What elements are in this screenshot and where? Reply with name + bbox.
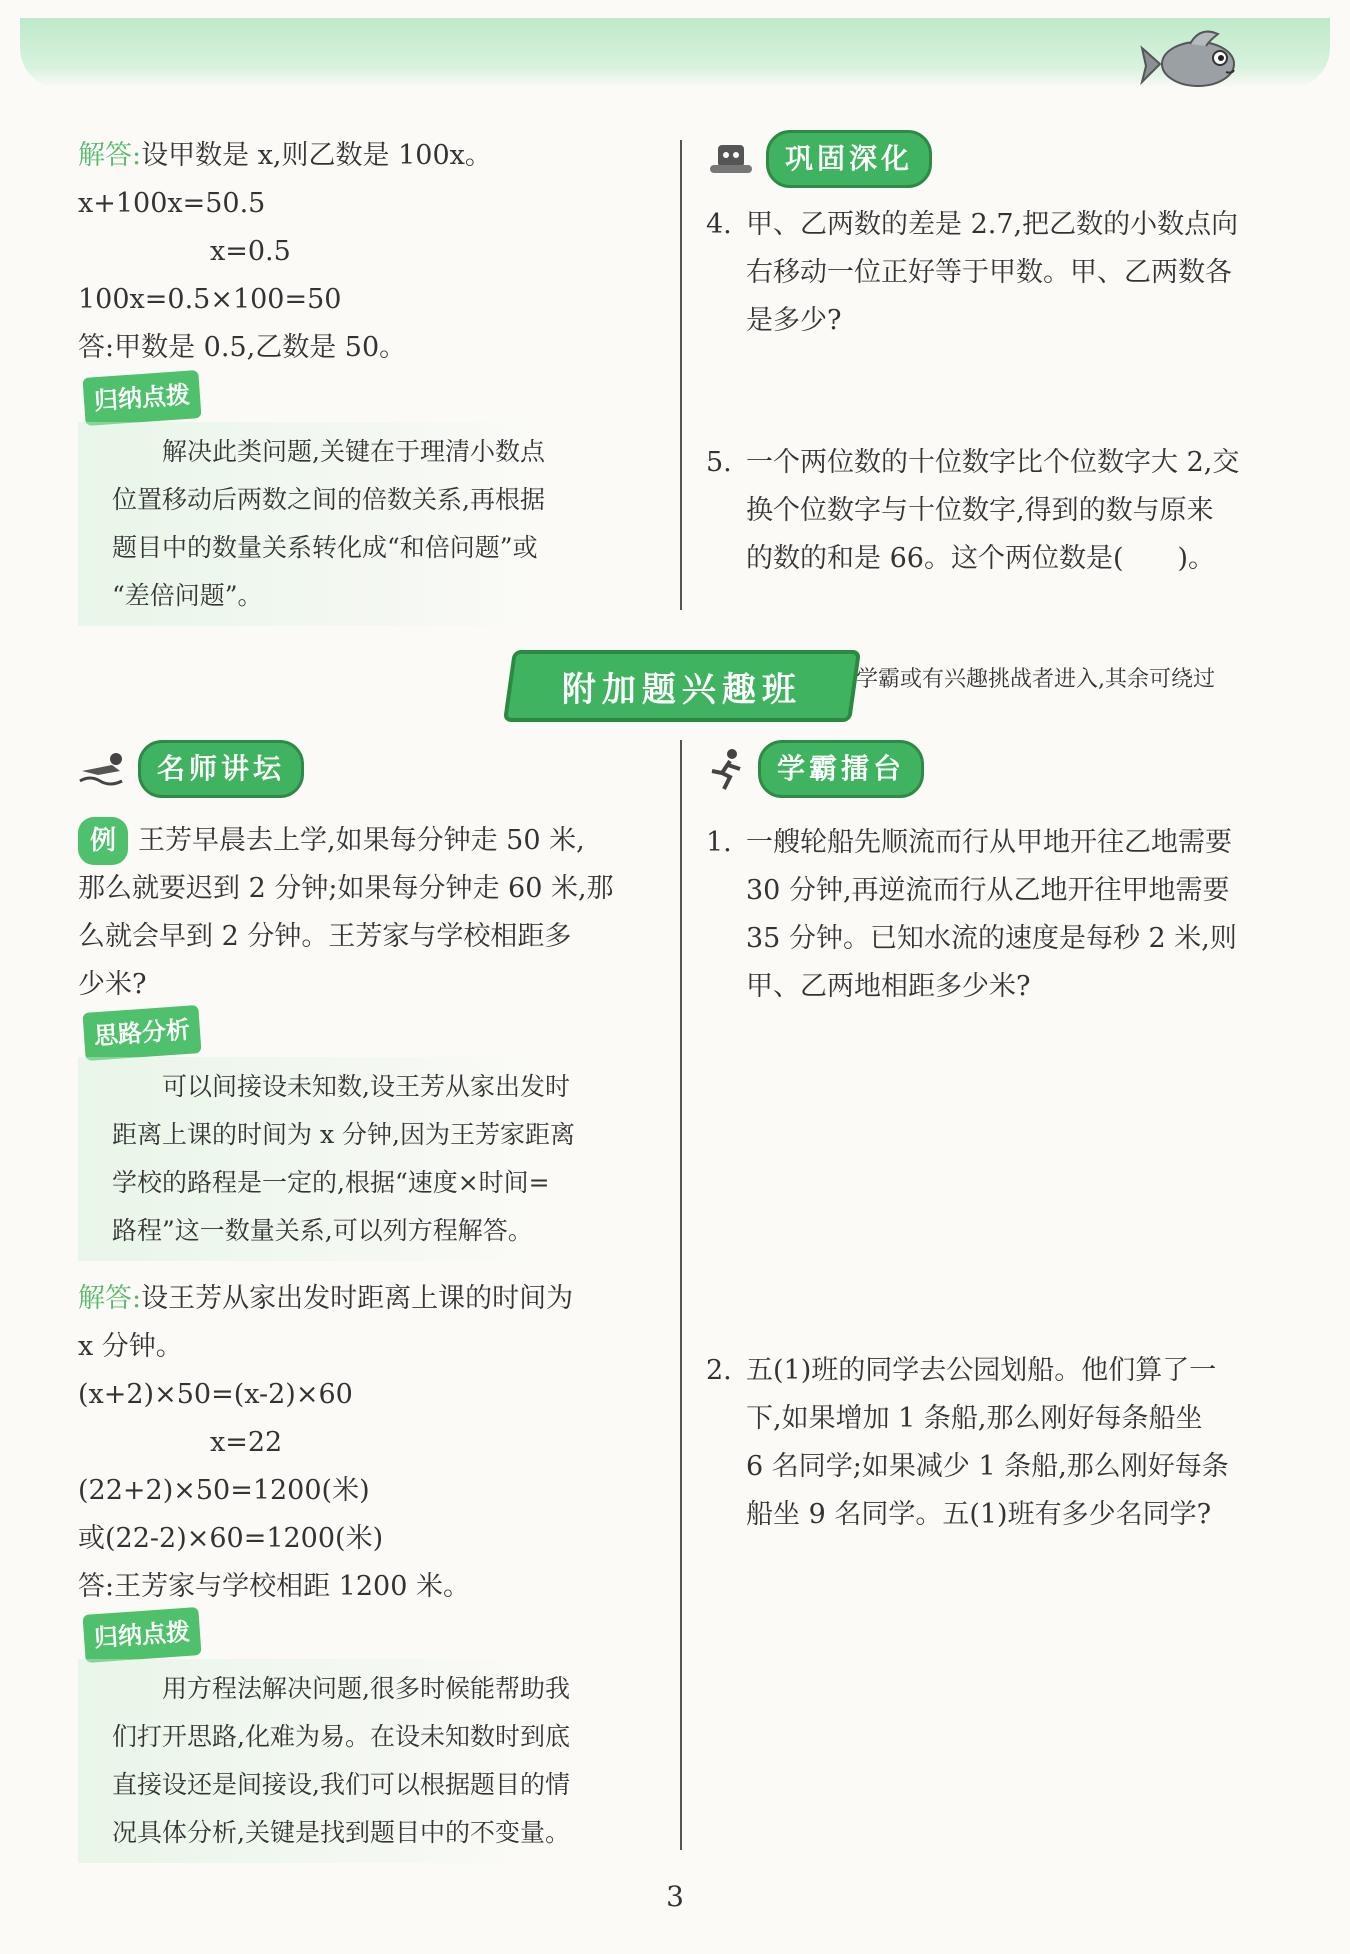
robot-icon [706, 139, 758, 179]
tip-line: 况具体分析,关键是找到题目中的不变量。 [112, 1818, 570, 1847]
answer-line: 解答:设甲数是 x,则乙数是 100x。 [78, 140, 492, 171]
analysis-box [78, 1057, 658, 1261]
example-line: 那么就要迟到 2 分钟;如果每分钟走 60 米,那 [78, 873, 614, 904]
bonus-section-banner [503, 650, 861, 722]
question-line: 换个位数字与十位数字,得到的数与原来 [746, 495, 1214, 526]
equation-line: 100x=0.5×100=50 [78, 284, 342, 315]
column-divider [680, 740, 682, 1850]
fish-icon [1140, 20, 1250, 110]
left-top-solution [78, 132, 658, 626]
tip-heading [78, 1611, 658, 1659]
left-bottom-example [78, 746, 658, 1863]
question-number: 1. [706, 827, 732, 858]
analysis-line: 距离上课的时间为 x 分钟,因为王芳家距离 [112, 1120, 575, 1149]
solution-line: 或(22-2)×60=1200(米) [78, 1523, 384, 1554]
question-line: 右移动一位正好等于甲数。甲、乙两数各 [746, 257, 1232, 288]
analysis-line: 可以间接设未知数,设王芳从家出发时 [162, 1072, 570, 1101]
swimmer-icon [78, 749, 130, 789]
question-line: 甲、乙两地相距多少米? [746, 971, 1031, 1002]
question-number: 2. [706, 1355, 732, 1386]
question-line: 船坐 9 名同学。五(1)班有多少名同学? [746, 1499, 1212, 1530]
right-bottom-challenges [706, 746, 1306, 1539]
tip-label: 归纳点拨 [82, 1607, 201, 1663]
tip-heading [78, 374, 658, 422]
analysis-heading [78, 1009, 658, 1057]
question-number: 4. [706, 209, 732, 240]
analysis-line: 学校的路程是一定的,根据“速度×时间= [112, 1168, 550, 1197]
section-heading [706, 746, 924, 792]
question-line: 30 分钟,再逆流而行从乙地开往甲地需要 [746, 875, 1230, 906]
question-line: 甲、乙两数的差是 2.7,把乙数的小数点向 [746, 209, 1239, 240]
question-line: 6 名同学;如果减少 1 条船,那么刚好每条 [746, 1451, 1229, 1482]
question-5 [706, 439, 1306, 583]
example-tag: 例 [78, 817, 128, 865]
question-line: 是多少? [746, 305, 842, 336]
question-line: 五(1)班的同学去公园划船。他们算了一 [746, 1355, 1217, 1386]
solution-line: x=22 [210, 1427, 283, 1458]
question-line: 下,如果增加 1 条船,那么刚好每条船坐 [746, 1403, 1203, 1434]
tip-label: 归纳点拨 [82, 370, 201, 426]
equation-line: x=0.5 [210, 236, 291, 267]
section-label: 名师讲坛 [138, 740, 304, 798]
example-problem: 例 王芳早晨去上学,如果每分钟走 50 米, 那么就要迟到 2 分钟;如果每分钟走 60 米,那 么就会早到 2 分钟。王芳家与学校相距多 少米? [78, 817, 658, 1009]
example-line: 少米? [78, 969, 147, 1000]
tip-line: 位置移动后两数之间的倍数关系,再根据 [112, 485, 545, 514]
analysis-line: 路程”这一数量关系,可以列方程解答。 [112, 1216, 533, 1245]
question-line: 一艘轮船先顺流而行从甲地开往乙地需要 [746, 827, 1232, 858]
example-line: 么就会早到 2 分钟。王芳家与学校相距多 [78, 921, 572, 952]
answer-label: 解答: [78, 140, 142, 171]
answer-conclusion: 答:甲数是 0.5,乙数是 50。 [78, 332, 407, 363]
banner-note: 学霸或有兴趣挑战者进入,其余可绕过 [856, 667, 1215, 692]
right-top-exercises [706, 136, 1306, 583]
section-label: 巩固深化 [766, 130, 932, 188]
answer-label: 解答: [78, 1283, 142, 1314]
question-2 [706, 1347, 1306, 1539]
tip-box [78, 1659, 658, 1863]
tip-line: 解决此类问题,关键在于理清小数点 [162, 437, 545, 466]
banner-title: 附加题兴趣班 [562, 669, 802, 710]
tip-line: 们打开思路,化难为易。在设未知数时到底 [112, 1722, 570, 1751]
column-divider [680, 140, 682, 610]
analysis-label: 思路分析 [82, 1005, 201, 1061]
tip-line: “差倍问题”。 [112, 581, 263, 610]
tip-line: 题目中的数量关系转化成“和倍问题”或 [112, 533, 538, 562]
equation-line: x+100x=50.5 [78, 188, 266, 219]
solution-line: x 分钟。 [78, 1331, 183, 1362]
section-heading [706, 136, 932, 182]
section-label: 学霸擂台 [758, 740, 924, 798]
solution-line: (x+2)×50=(x-2)×60 [78, 1379, 353, 1410]
question-line: 一个两位数的十位数字比个位数字大 2,交 [746, 447, 1240, 478]
question-line: 的数的和是 66。这个两位数是( )。 [746, 543, 1216, 574]
section-heading [78, 746, 304, 792]
solution-line: 答:王芳家与学校相距 1200 米。 [78, 1571, 470, 1602]
runner-icon [706, 747, 750, 791]
question-number: 5. [706, 447, 732, 478]
example-solution: 解答:设王芳从家出发时距离上课的时间为 x 分钟。 (x+2)×50=(x-2)×60 x=22 (22+2)×50=1200(米) 或(22-2)×60=1200(米) 答:王芳家与学校相距 1200 米。 [78, 1275, 658, 1611]
tip-line: 用方程法解决问题,很多时候能帮助我 [162, 1674, 570, 1703]
tip-line: 直接设还是间接设,我们可以根据题目的情 [112, 1770, 570, 1799]
solution-line: (22+2)×50=1200(米) [78, 1475, 370, 1506]
tip-box [78, 422, 658, 626]
header-decoration-band [20, 18, 1330, 88]
question-4 [706, 201, 1306, 345]
question-1 [706, 819, 1306, 1011]
page-number: 3 [666, 1880, 684, 1913]
question-line: 35 分钟。已知水流的速度是每秒 2 米,则 [746, 923, 1237, 954]
